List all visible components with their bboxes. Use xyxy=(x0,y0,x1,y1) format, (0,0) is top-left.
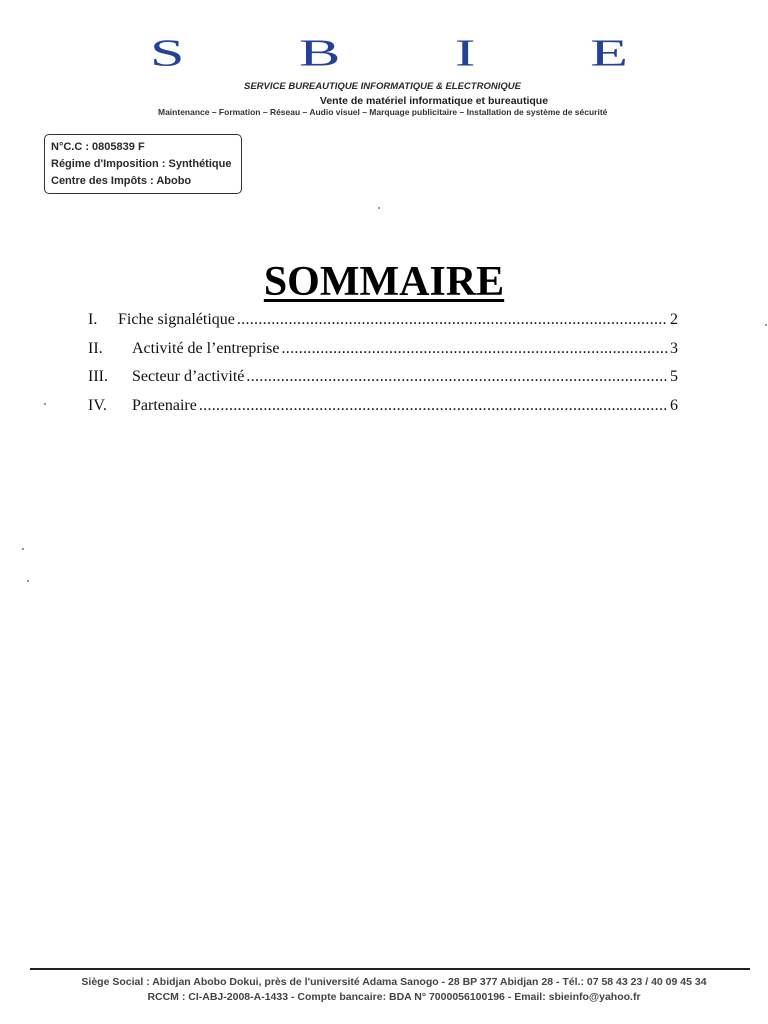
scan-speck xyxy=(44,403,46,405)
toc-number: II. xyxy=(88,339,103,357)
logo-letter-s: S xyxy=(150,31,187,75)
toc-number: IV. xyxy=(88,396,107,414)
footer-registration: RCCM : CI-ABJ-2008-A-1433 - Compte bancaire: BDA N° 7000056100196 - Email: sbieinfo@yahoo.fr xyxy=(147,991,641,1003)
toc-label: Activité de l’entreprise xyxy=(132,339,280,357)
toc-page-number: 6 xyxy=(670,396,678,414)
toc-label: Fiche signalétique xyxy=(118,311,235,328)
toc-label: Partenaire xyxy=(132,396,197,414)
company-services: Maintenance – Formation – Réseau – Audio visuel – Marquage publicitaire – Installation de système de sécurité xyxy=(158,107,608,117)
toc-leader-dots xyxy=(237,311,668,329)
toc-item xyxy=(88,368,678,397)
company-tagline: SERVICE BUREAUTIQUE INFORMATIQUE & ELECTRONIQUE xyxy=(244,81,521,92)
toc-label: Secteur d’activité xyxy=(132,368,245,385)
toc-page-number: 3 xyxy=(670,339,678,357)
tax-cc-number: N°C.C : 0805839 F xyxy=(51,141,145,153)
scan-speck xyxy=(765,324,767,326)
toc-item xyxy=(88,397,678,426)
tax-regime: Régime d'Imposition : Synthétique xyxy=(51,158,232,170)
logo-letter-e: E xyxy=(590,31,630,75)
toc-page-number: 5 xyxy=(670,368,678,385)
toc-page-number: 2 xyxy=(670,311,678,328)
logo-letter-i: I xyxy=(454,31,478,75)
footer-address: Siège Social : Abidjan Abobo Dokui, près de l'université Adama Sanogo - 28 BP 377 Abidjan 28 - Tél.: 07 58 43 23 / 40 09 45 34 xyxy=(81,976,707,988)
page-title: SOMMAIRE xyxy=(263,259,505,305)
scan-speck xyxy=(378,207,380,209)
toc-item xyxy=(88,311,678,340)
toc-leader-dots xyxy=(199,397,668,415)
scan-speck xyxy=(22,548,24,550)
toc-leader-dots xyxy=(246,368,668,386)
toc-number: III. xyxy=(88,368,108,385)
company-subtitle: Vente de matériel informatique et bureautique xyxy=(319,95,549,107)
toc-leader-dots xyxy=(282,340,669,358)
tax-center: Centre des Impôts : Abobo xyxy=(51,175,192,187)
logo-letter-b: B xyxy=(299,31,343,75)
scan-speck xyxy=(27,580,29,582)
table-of-contents xyxy=(88,311,678,425)
toc-number: I. xyxy=(88,311,98,328)
tax-info-box xyxy=(44,134,242,194)
footer-divider xyxy=(30,968,750,970)
company-logo xyxy=(150,30,630,76)
toc-item xyxy=(88,340,678,369)
